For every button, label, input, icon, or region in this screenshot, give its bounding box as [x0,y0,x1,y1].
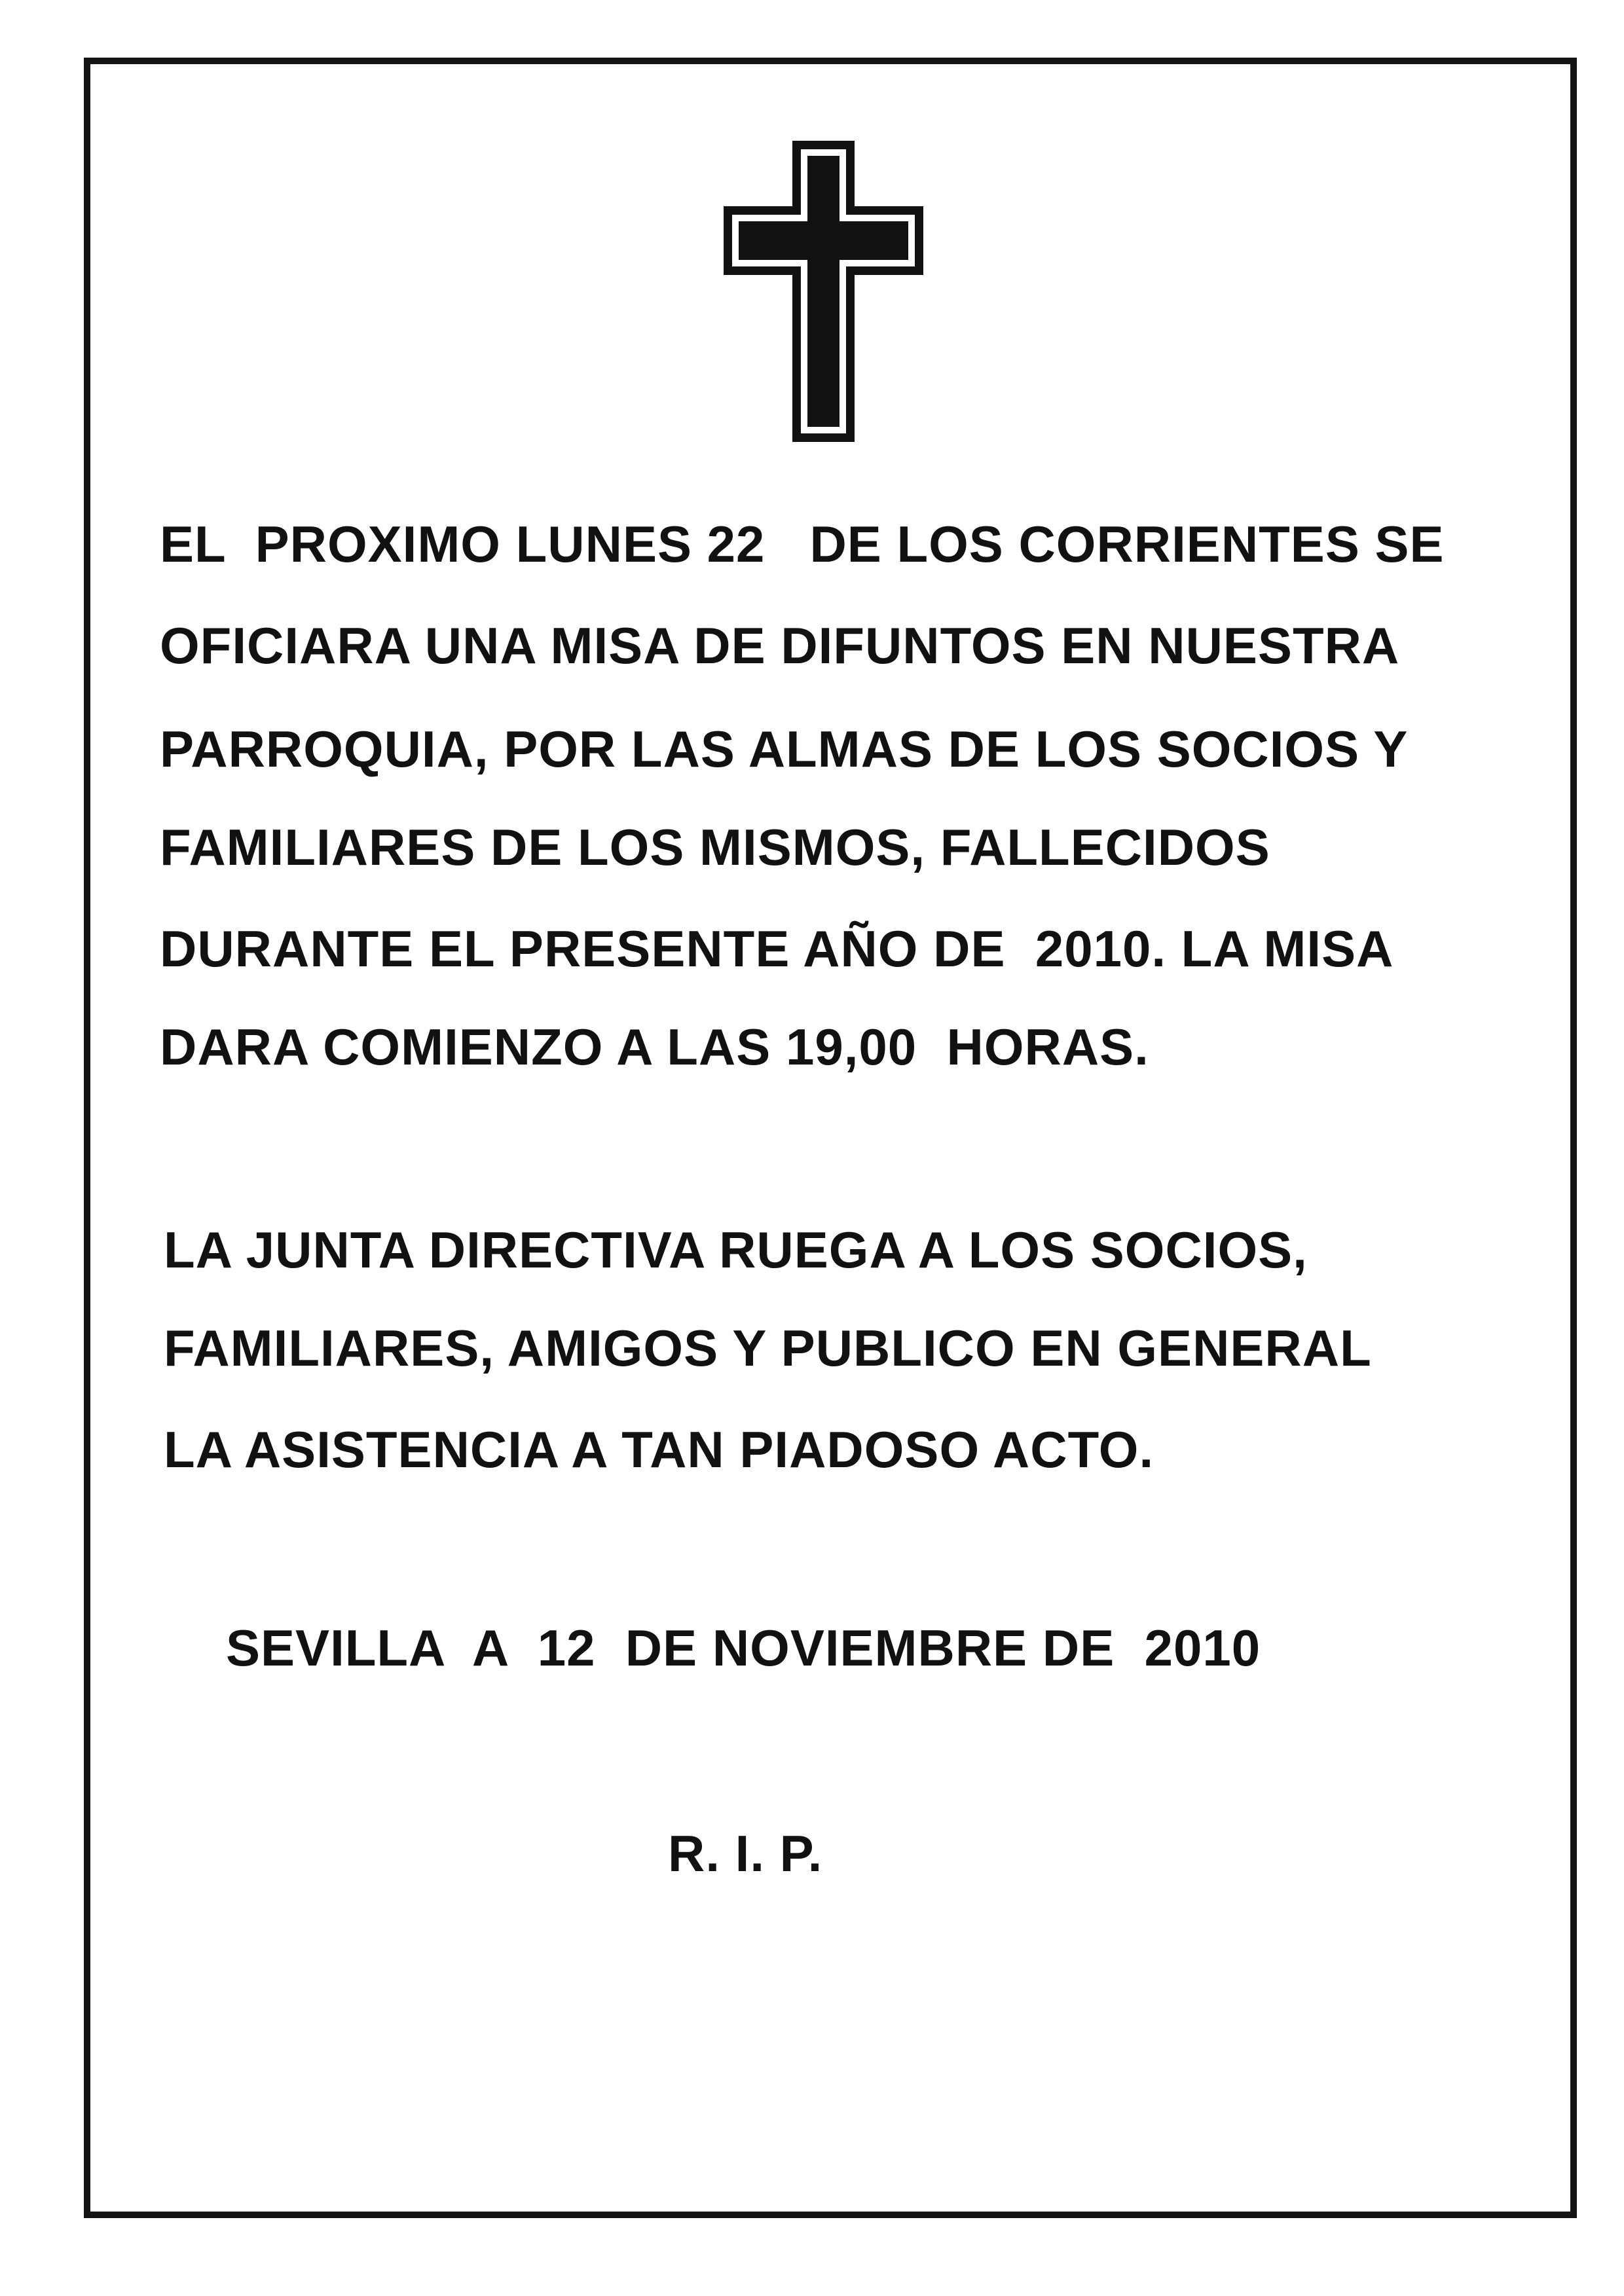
cross-icon [717,137,930,445]
request-line-1: LA JUNTA DIRECTIVA RUEGA A LOS SOCIOS, [164,1221,1308,1279]
closing-rip: R. I. P. [668,1825,823,1882]
notice-line-3: PARROQUIA, POR LAS ALMAS DE LOS SOCIOS Y [160,720,1409,778]
notice-line-4: FAMILIARES DE LOS MISMOS, FALLECIDOS [160,818,1270,876]
request-line-2: FAMILIARES, AMIGOS Y PUBLICO EN GENERAL [164,1319,1372,1377]
notice-line-5: DURANTE EL PRESENTE AÑO DE 2010. LA MISA [160,920,1394,977]
notice-line-2: OFICIARA UNA MISA DE DIFUNTOS EN NUESTRA [160,617,1400,674]
request-line-3: LA ASISTENCIA A TAN PIADOSO ACTO. [164,1421,1154,1478]
notice-line-1: EL PROXIMO LUNES 22 DE LOS CORRIENTES SE [160,515,1445,573]
notice-line-6: DARA COMIENZO A LAS 19,00 HORAS. [160,1018,1149,1076]
date-line: SEVILLA A 12 DE NOVIEMBRE DE 2010 [226,1619,1261,1677]
